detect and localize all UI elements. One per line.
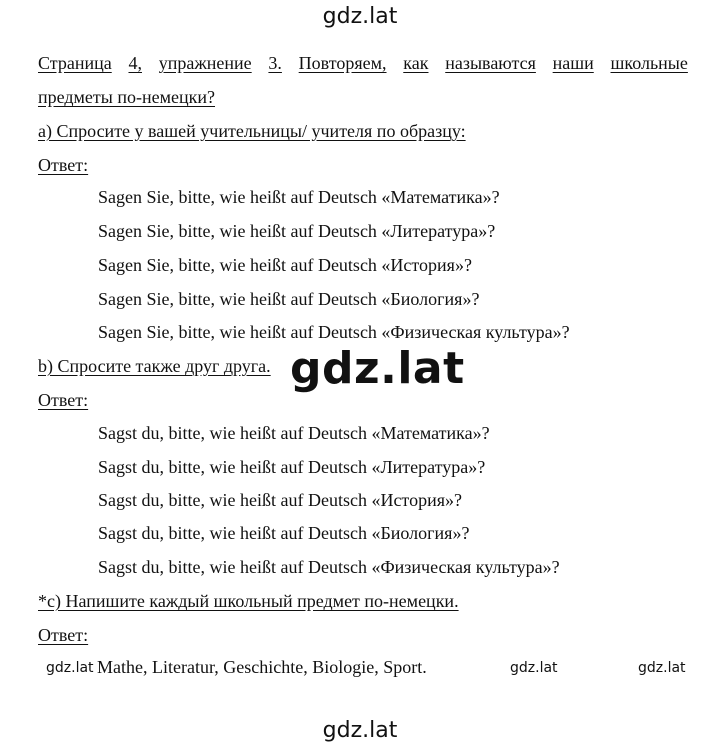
heading-word: 4, <box>128 53 142 73</box>
part-b-sentence: Sagst du, bitte, wie heißt auf Deutsch «История»? <box>98 490 462 510</box>
part-b-sentence: Sagst du, bitte, wie heißt auf Deutsch «Литература»? <box>98 457 486 477</box>
heading-word: школьные <box>610 53 688 73</box>
part-b-sentence: Sagst du, bitte, wie heißt auf Deutsch «Биология»? <box>98 523 470 543</box>
watermark-middle: gdz.lat <box>290 343 465 394</box>
part-a-sentence: Sagen Sie, bitte, wie heißt auf Deutsch «Литература»? <box>98 221 496 241</box>
part-c-answer-label: Ответ: <box>38 625 89 645</box>
part-b-sentence: Sagst du, bitte, wie heißt auf Deutsch «Математика»? <box>98 423 490 443</box>
task-heading-line1 <box>38 53 688 74</box>
heading-word: Повторяем, <box>298 53 387 73</box>
part-c-answer-text: Mathe, Literatur, Geschichte, Biologie, Sport. <box>97 657 427 677</box>
part-a-sentence: Sagen Sie, bitte, wie heißt auf Deutsch «История»? <box>98 255 472 275</box>
watermark-inline-right-1: gdz.lat <box>510 660 558 676</box>
part-a-sentence: Sagen Sie, bitte, wie heißt auf Deutsch «Математика»? <box>98 187 500 207</box>
part-c-prompt: *c) Напишите каждый школьный предмет по-немецки. <box>38 591 459 611</box>
watermark-inline-left: gdz.lat <box>46 660 94 676</box>
part-a-prompt: a) Спросите у вашей учительницы/ учителя по образцу: <box>38 121 466 141</box>
heading-word: упражнение <box>158 53 252 73</box>
heading-word: Страница <box>38 53 112 73</box>
part-b-answer-label: Ответ: <box>38 390 89 410</box>
watermark-inline-right-2: gdz.lat <box>638 660 686 676</box>
heading-word: наши <box>552 53 594 73</box>
heading-word: как <box>403 53 429 73</box>
watermark-top: gdz.lat <box>322 4 398 29</box>
task-heading-line2: предметы по-немецки? <box>38 87 216 107</box>
watermark-bottom: gdz.lat <box>322 718 398 743</box>
heading-word: 3. <box>268 53 282 73</box>
part-a-sentence: Sagen Sie, bitte, wie heißt auf Deutsch «Физическая культура»? <box>98 322 570 342</box>
part-b-prompt: b) Спросите также друг друга. <box>38 356 271 376</box>
heading-word: называются <box>445 53 536 73</box>
part-a-answer-label: Ответ: <box>38 155 89 175</box>
part-a-sentence: Sagen Sie, bitte, wie heißt auf Deutsch «Биология»? <box>98 289 480 309</box>
part-b-sentence: Sagst du, bitte, wie heißt auf Deutsch «Физическая культура»? <box>98 557 560 577</box>
